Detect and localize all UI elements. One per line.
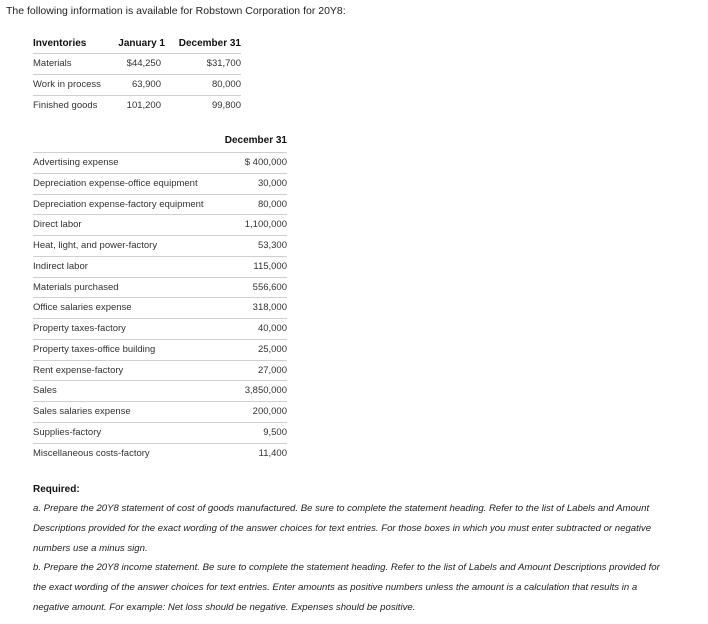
row-value: 40,000 [257,323,287,334]
row-value: 80,000 [257,198,287,210]
table-row [33,444,287,465]
row-label: Property taxes-factory [33,323,126,334]
row-jan-value: 63,900 [131,79,161,90]
table-row [33,195,287,216]
inventories-header-label: Inventories [33,38,87,49]
row-value: 27,000 [257,364,287,376]
row-jan-value: $44,250 [126,58,161,69]
row-value: 30,000 [257,177,287,189]
expenses-table [33,133,287,464]
table-row [33,381,287,402]
row-label: Work in process [33,79,101,90]
row-label: Office salaries expense [33,302,132,314]
row-value: 115,000 [253,260,287,272]
row-label: Miscellaneous costs-factory [33,447,150,459]
row-label: Heat, light, and power-factory [33,240,158,251]
table-row [33,298,287,319]
inventories-table [33,34,241,117]
row-dec-value: $31,700 [206,58,241,69]
row-label: Materials [33,58,72,69]
table-row [33,319,287,340]
row-value: 53,300 [257,240,287,251]
table-row [33,54,241,75]
table-row [33,278,287,299]
table-row [33,361,287,382]
row-value: 11,400 [258,447,287,459]
inventories-header-dec: December 31 [178,38,241,49]
row-label: Rent expense-factory [33,364,124,376]
row-label: Property taxes-office building [33,343,156,355]
row-value: 3,850,000 [244,385,287,397]
table-row [33,236,287,257]
table-row [33,174,287,195]
inventories-header-row [33,34,241,54]
row-label: Indirect labor [33,260,88,272]
row-label: Direct labor [33,219,82,231]
required-part-a: a. Prepare the 20Y8 statement of cost of goods manufactured. Be sure to complete the statement heading. Refer to the list of Labels and Amount Descriptions provided for the exact wording of the answer choices for text entries. For those boxes in which you must enter subtracted or negative numbers use a minus sign. [33,503,652,554]
row-label: Depreciation expense-office equipment [33,177,198,189]
row-value: 556,600 [252,281,287,293]
row-label: Materials purchased [33,281,119,293]
table-row [33,215,287,236]
expenses-header-row [33,133,287,153]
table-row [33,423,287,444]
row-label: Finished goods [33,100,98,111]
table-row [33,402,287,423]
row-value: $ 400,000 [244,157,287,168]
row-value: 1,100,000 [244,219,287,231]
expenses-header-dec: December 31 [224,135,287,146]
row-label: Sales salaries expense [33,406,131,417]
row-value: 318,000 [252,302,287,314]
required-title: Required: [33,484,80,495]
required-part-b: b. Prepare the 20Y8 income statement. Be sure to complete the statement heading. Refer to the list of Labels and Amount Descriptions provided for the exact wording of the answer choices for text entries. Enter amounts as positive numbers unless the amount is a calculation that results in a negative amount. For example: Net loss should be negative. Expenses should be positive. [33,562,660,613]
row-label: Advertising expense [33,157,119,168]
row-label: Sales [33,385,57,397]
table-row [33,340,287,361]
row-value: 9,500 [263,426,287,438]
intro-text: The following information is available for Robstown Corporation for 20Y8: [6,5,346,17]
row-label: Supplies-factory [33,426,102,438]
table-row [33,153,287,174]
row-dec-value: 99,800 [211,100,241,111]
table-row [33,96,241,117]
inventories-header-jan: January 1 [118,38,165,49]
table-row [33,257,287,278]
table-row [33,75,241,96]
row-value: 25,000 [257,343,287,355]
required-section [33,484,673,618]
row-value: 200,000 [252,406,287,417]
row-jan-value: 101,200 [126,100,161,111]
row-label: Depreciation expense-factory equipment [33,198,204,210]
row-dec-value: 80,000 [211,79,241,90]
